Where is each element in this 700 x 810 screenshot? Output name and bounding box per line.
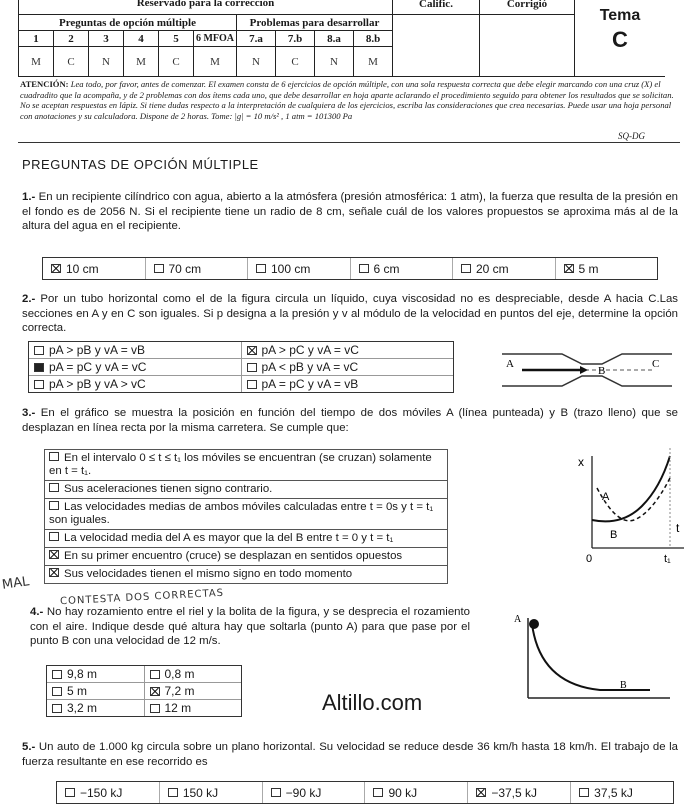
q4-option-4[interactable]: 7,2 m — [145, 683, 242, 699]
mark-7b: C — [276, 47, 315, 77]
q4-option-1[interactable]: 9,8 m — [47, 666, 145, 682]
calific-box — [393, 15, 480, 77]
q1-options — [42, 257, 658, 280]
mark-2: C — [54, 47, 89, 77]
q5-option-4[interactable]: 90 kJ — [365, 782, 468, 803]
tema-value: C — [612, 27, 628, 52]
q5-option-1[interactable]: −150 kJ — [57, 782, 160, 803]
q2-text: 2.- Por un tubo horizontal como el de la figura circula un líquido, cuya viscosidad no es despreciable, desde A hacia C.Las secciones en A y en C son iguales. Si p designa a la presión y v al módulo de la velocidad en puntos del eje, determine la opción correcta. — [22, 293, 678, 334]
q1-text: 1.- En un recipiente cilíndrico con agua, abierto a la atmósfera (presión atmosférica: 1 atm), la fuerza que resulta de la presión en el fondo es de 2056 N. Si el recipiente tiene un radio de 8 cm, señale cuál de los valores propuestos se aproxima más al de la altura del agua en el recipiente. — [22, 191, 678, 232]
col-7b: 7.b — [276, 31, 315, 47]
q3-option-1[interactable]: En el intervalo 0 ≤ t ≤ t₁ los móviles se encuentran (se cruzan) solamente en t = t₁. — [44, 449, 448, 480]
q2-fig-label-b: B — [598, 365, 606, 377]
corrigio-box — [480, 15, 575, 77]
q2-option-4[interactable]: pA < pB y vA = vC — [242, 359, 454, 375]
col-6: 6 MFOA — [194, 31, 237, 47]
q4-option-6[interactable]: 12 m — [145, 700, 242, 716]
q2-option-3[interactable]: pA = pC y vA = vC — [29, 359, 242, 375]
q3-option-2[interactable]: Sus aceleraciones tienen signo contrario. — [44, 480, 448, 498]
q4-option-2[interactable]: 0,8 m — [145, 666, 242, 682]
q3-graph — [572, 448, 690, 588]
q2-option-6[interactable]: pA = pC y vA = vB — [242, 376, 454, 392]
q3-text: 3.- En el gráfico se muestra la posición en función del tiempo de dos móviles A (línea punteada) y B (trazo lleno) que se desplazan en línea recta por la misma carretera. Se cumple que: — [22, 407, 678, 434]
reserved-label: Reservado para la corrección — [19, 0, 393, 15]
q3-option-6[interactable]: Sus velocidades tienen el mismo signo en todo momento — [44, 565, 448, 584]
q2-tube-figure — [502, 340, 672, 396]
col-3: 3 — [89, 31, 124, 47]
q3-origin: 0 — [586, 553, 593, 565]
attention-block — [20, 79, 678, 121]
q4-rail-figure — [510, 606, 675, 706]
q1-option-1[interactable]: 10 cm — [43, 258, 146, 279]
mark-7a: N — [237, 47, 276, 77]
q1-option-4[interactable]: 6 cm — [351, 258, 454, 279]
q3-axis-x: x — [578, 455, 584, 469]
q1-option-2[interactable]: 70 cm — [146, 258, 249, 279]
col-8a: 8.a — [315, 31, 354, 47]
mark-8a: N — [315, 47, 354, 77]
col-8b: 8.b — [354, 31, 393, 47]
col-7a: 7.a — [237, 31, 276, 47]
q3-options — [44, 449, 448, 584]
q1-option-5[interactable]: 20 cm — [453, 258, 556, 279]
calific-label: Calific. — [393, 0, 480, 15]
mark-8b: M — [354, 47, 393, 77]
q4-option-5[interactable]: 3,2 m — [47, 700, 145, 716]
mark-6: M — [194, 47, 237, 77]
q5-text: 5.- Un auto de 1.000 kg circula sobre un plano horizontal. Su velocidad se reduce desde 36 km/h hasta 18 km/h. El trabajo de la fuerza resultante en ese recorrido es — [22, 741, 678, 768]
q5-options — [56, 781, 674, 804]
q2-option-2[interactable]: pA > pC y vA = vC — [242, 342, 454, 358]
tema-cell — [575, 0, 666, 77]
mark-1: M — [19, 47, 54, 77]
q5-option-2[interactable]: 150 kJ — [160, 782, 263, 803]
q2-fig-label-c: C — [652, 358, 660, 370]
section-title: PREGUNTAS DE OPCIÓN MÚLTIPLE — [22, 157, 259, 172]
exam-code: SQ-DG — [618, 131, 645, 141]
handwritten-mal: MAL — [1, 574, 31, 593]
q3-t1: t₁ — [664, 553, 671, 565]
q2-option-5[interactable]: pA > pB y vA > vC — [29, 376, 242, 392]
q4-ball — [529, 619, 539, 629]
watermark: Altillo.com — [322, 690, 423, 715]
handwritten-note: CONTESTA DOS CORRECTAS — [59, 587, 225, 608]
q5-option-3[interactable]: −90 kJ — [263, 782, 366, 803]
q1-option-6[interactable]: 5 m — [556, 258, 658, 279]
q1-option-3[interactable]: 100 cm — [248, 258, 351, 279]
tema-label: Tema — [599, 7, 641, 24]
mark-4: M — [124, 47, 159, 77]
q5-option-5[interactable]: −37,5 kJ — [468, 782, 571, 803]
q3-axis-t: t — [676, 521, 680, 535]
q2-options — [28, 341, 454, 393]
q2-option-1[interactable]: pA > pB y vA = vB — [29, 342, 242, 358]
q4-fig-label-a: A — [514, 614, 522, 625]
q4-option-3[interactable]: 5 m — [47, 683, 145, 699]
mark-3: N — [89, 47, 124, 77]
q4-options — [46, 665, 242, 717]
q2-fig-label-a: A — [506, 358, 514, 370]
attention-text: Lea todo, por favor, antes de comenzar. El examen consta de 6 ejercicios de opción múltiple, con una sola respuesta correcta que debe elegir marcando con una cruz (X) el cuadradito que la acompaña, y de 2 problemas con dos ítems cada uno, que debe desarrollar en hoja aparte aclarando el procedimiento seguido para obtener los resultados que se solicitan. No se aceptan respuestas en lápiz. Si tiene dudas respecto a la interpretación de cualquiera de los ejercicios, escriba las consideraciones que crea necesarias. Puede usar una hoja personal con anotaciones y su calculadora. Dispone de 2 horas. Tome: |g| = 10 m/s² , 1 atm = 101300 Pa — [20, 79, 674, 121]
prob-title: Problemas para desarrollar — [237, 15, 393, 31]
q3-option-4[interactable]: La velocidad media del A es mayor que la del B entre t = 0 y t = t₁ — [44, 529, 448, 547]
q5-option-6[interactable]: 37,5 kJ — [571, 782, 673, 803]
q3-option-5[interactable]: En su primer encuentro (cruce) se desplazan en sentidos opuestos — [44, 547, 448, 565]
mark-5: C — [159, 47, 194, 77]
q3-option-3[interactable]: Las velocidades medias de ambos móviles calculadas entre t = 0s y t = t₁ son iguales. — [44, 498, 448, 529]
q3-curve-b: B — [610, 529, 618, 541]
q3-curve-a: A — [602, 491, 610, 503]
col-2: 2 — [54, 31, 89, 47]
q4-fig-label-b: B — [620, 680, 627, 691]
attention-label: ATENCIÓN: — [20, 79, 69, 89]
col-5: 5 — [159, 31, 194, 47]
col-1: 1 — [19, 31, 54, 47]
mc-title: Preguntas de opción múltiple — [19, 15, 237, 31]
divider — [18, 142, 680, 143]
q4-text: 4.- No hay rozamiento entre el riel y la bolita de la figura, y se desprecia el rozamiento con el aire. Indique desde qué altura hay que soltarla (punto A) para que pase por el punto B con una velocidad de 12 m/s. — [30, 606, 470, 647]
header-table — [18, 0, 665, 77]
col-4: 4 — [124, 31, 159, 47]
corrigio-label: Corrigió — [480, 0, 575, 15]
